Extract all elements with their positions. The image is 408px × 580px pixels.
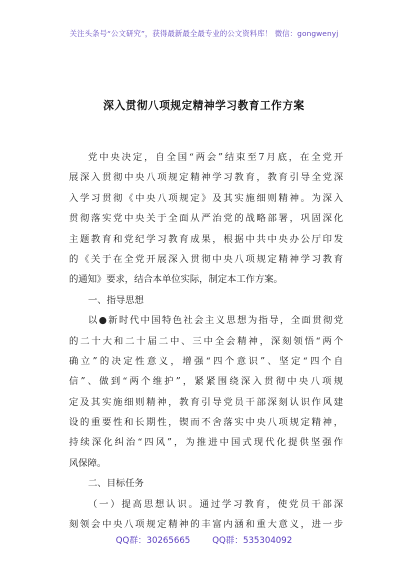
section-heading-guiding-ideology: 一、指导思想 <box>88 294 144 306</box>
text-line: 刻领会中央八项规定精神的丰富内涵和重大意义，进一步 <box>69 519 343 531</box>
text-line: 的《关于在全党开展深入贯彻中央八项规定精神学习教育 <box>69 253 343 265</box>
footer-qq-group-2: QQ群：535304092 <box>212 536 293 546</box>
document-body <box>69 148 343 535</box>
paragraph-goals <box>69 495 343 536</box>
text-line: 信”、做到“两个维护”，紧紧围绕深入贯彻中央八项规 <box>69 376 343 388</box>
text-line: 的二十大和二十届二中、三中全会精神，深刻领悟“两个 <box>69 335 343 347</box>
document-title: 深入贯彻八项规定精神学习教育工作方案 <box>103 100 305 112</box>
text-line: 定及其实施细则精神，教育引导党员干部深刻认识作风建 <box>69 396 343 408</box>
text-line: 贯彻落实党中央关于全面从严治党的战略部署，巩固深化 <box>69 213 343 225</box>
text-line: 风保障。 <box>69 457 107 469</box>
text-line: 主题教育和党纪学习教育成果，根据中共中央办公厅印发 <box>69 233 343 245</box>
section-heading-goals-tasks: 二、目标任务 <box>88 478 144 490</box>
text-line: 确立”的决定性意义，增强“四个意识”、坚定“四个自 <box>69 355 343 367</box>
text-line: （一）提高思想认识。通过学习教育，使党员干部深 <box>88 498 343 510</box>
text-line: 展深入贯彻中央八项规定精神学习教育，教育引导全党深 <box>69 172 343 184</box>
footer-qq-group-1: QQ群：30265665 <box>115 536 191 546</box>
text-line: 持续深化纠治“四风”，为推进中国式现代化提供坚强作 <box>69 437 343 449</box>
header-note: 关注头条号“公文研究”，获得最新最全最专业的公文资料库！ 微信：gongwenyj <box>69 29 339 38</box>
text-line: 设的重要性和长期性，锲而不舍落实中央八项规定精神， <box>69 417 343 429</box>
text-line: 的通知》要求，结合本单位实际，制定本工作方案。 <box>69 274 283 286</box>
text-line: 入学习贯彻《中央八项规定》及其实施细则精神。为深入 <box>69 192 343 204</box>
paragraph-guiding-ideology <box>69 311 343 474</box>
text-line: 以●新时代中国特色社会主义思想为指导，全面贯彻党 <box>88 315 343 327</box>
paragraph-intro <box>69 148 343 291</box>
footer-qq-groups <box>0 534 408 546</box>
text-line: 党中央决定，自全国“两会”结束至7月底，在全党开 <box>88 152 343 163</box>
